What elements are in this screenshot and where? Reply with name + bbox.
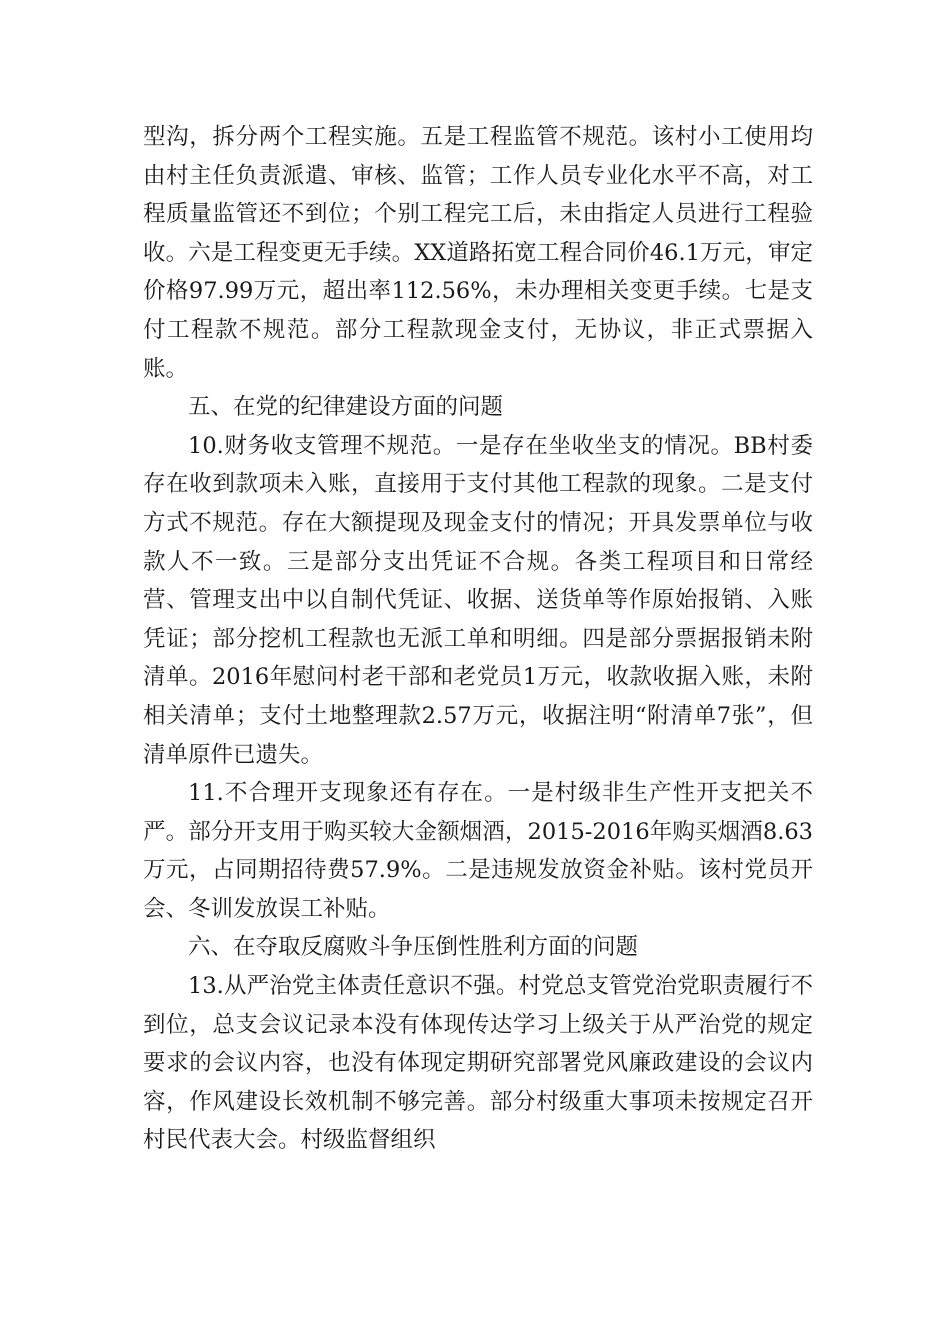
paragraph-item-11: 11.不合理开支现象还有存在。一是村级非生产性开支把关不严。部分开支用于购买较大金额烟酒，2015-2016年购买烟酒8.63万元，占同期招待费57.9%。二是违规发放资金补贴。该村党员开会、冬训发放误工补贴。 bbox=[143, 780, 813, 922]
paragraph-continued-engineering: 型沟，拆分两个工程实施。五是工程监管不规范。该村小工使用均由村主任负责派遣、审核、监管；工作人员专业化水平不高，对工程质量监管还不到位；个别工程完工后，未由指定人员进行工程验收。六是工程变更无手续。XX道路拓宽工程合同价46.1万元，审定价格97.99万元，超出率112.56%，未办理相关变更手续。七是支付工程款不规范。部分工程款现金支付，无协议，非正式票据入账。 bbox=[143, 124, 813, 382]
paragraph-item-10: 10.财务收支管理不规范。一是存在坐收坐支的情况。BB村委存在收到款项未入账，直接用于支付其他工程款的现象。二是支付方式不规范。存在大额提现及现金支付的情况；开具发票单位与收款人不一致。三是部分支出凭证不合规。各类工程项目和日常经营、管理支出中以自制代凭证、收据、送货单等作原始报销、入账凭证；部分挖机工程款也无派工单和明细。四是部分票据报销未附清单。2016年慰问村老干部和老党员1万元，收款收据入账，未附相关清单；支付土地整理款2.57万元，收据注明“附清单7张”，但清单原件已遗失。 bbox=[143, 432, 813, 768]
section-heading-anticorruption: 六、在夺取反腐败斗争压倒性胜利方面的问题 bbox=[188, 934, 639, 961]
document-page bbox=[143, 118, 813, 1160]
section-heading-discipline: 五、在党的纪律建设方面的问题 bbox=[188, 394, 504, 421]
paragraph-item-13: 13.从严治党主体责任意识不强。村党总支管党治党职责履行不到位，总支会议记录本没有体现传达学习上级关于从严治党的规定要求的会议内容，也没有体现定期研究部署党风廉政建设的会议内容，作风建设长效机制不够完善。部分村级重大事项未按规定召开村民代表大会。村级监督组织 bbox=[143, 973, 813, 1154]
